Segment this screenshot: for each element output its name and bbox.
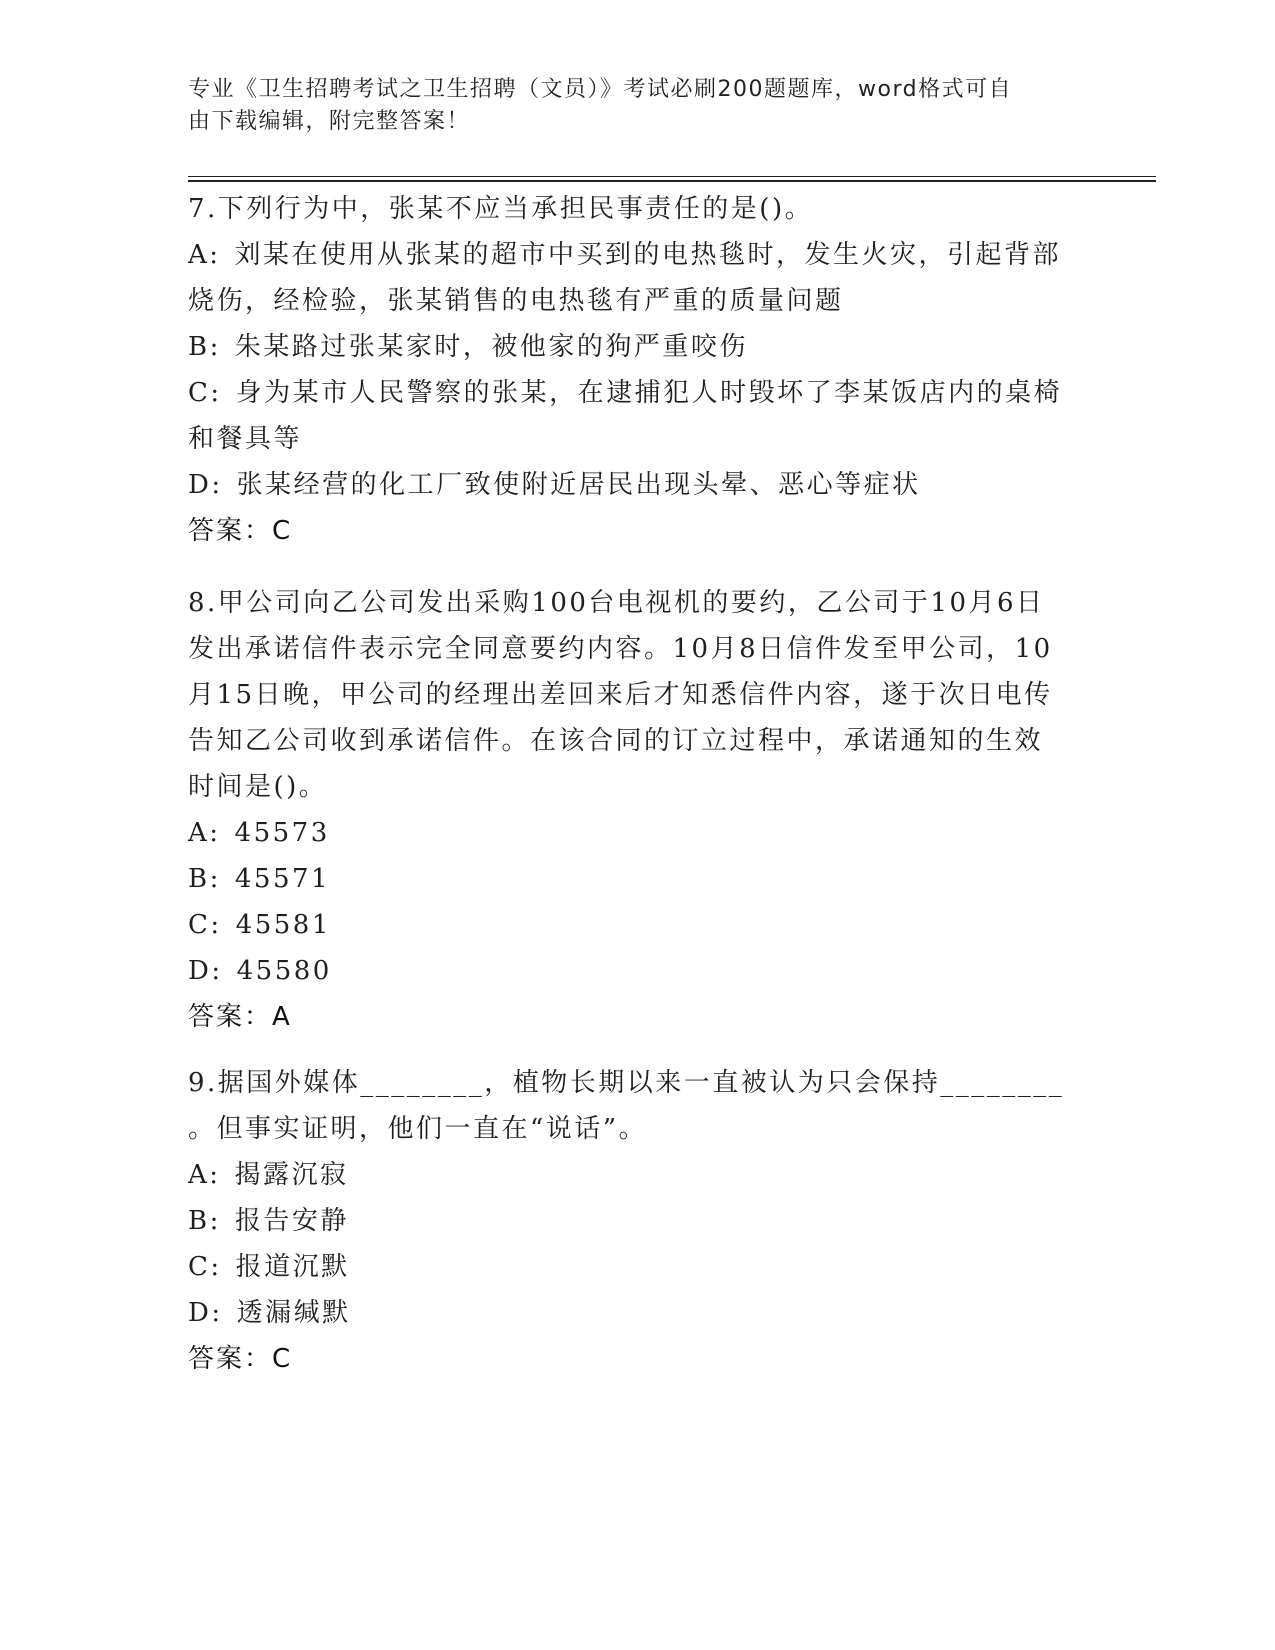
option-key: A: xyxy=(188,1160,221,1190)
answer-line: 答案：C xyxy=(188,516,293,546)
option-text: 报告安静 xyxy=(234,1206,349,1236)
option-a xyxy=(188,232,1088,278)
option-key: C: xyxy=(188,378,222,408)
question-stem-line: 。但事实证明，他们一直在“说话”。 xyxy=(188,1114,648,1144)
question-7 xyxy=(188,186,1088,554)
question-stem-line: 发出承诺信件表示完全同意要约内容。10月8日信件发至甲公司，10 xyxy=(188,634,1053,664)
option-text: 透漏缄默 xyxy=(236,1298,351,1328)
header-line-1: 专业《卫生招聘考试之卫生招聘（文员）》考试必刷200题题库，word格式可自 xyxy=(188,77,1013,102)
option-d xyxy=(188,948,1088,994)
option-key: B: xyxy=(188,864,221,894)
option-c-continued: 和餐具等 xyxy=(188,424,303,454)
question-stem: 7.下列行为中，张某不应当承担民事责任的是()。 xyxy=(188,194,814,224)
answer-line: 答案：C xyxy=(188,1344,293,1374)
option-text: 报道沉默 xyxy=(235,1252,350,1282)
option-text: 张某经营的化工厂致使附近居民出现头晕、恶心等症状 xyxy=(236,470,921,500)
question-8 xyxy=(188,580,1088,1040)
question-stem-line: 9.据国外媒体________，植物长期以来一直被认为只会保持________ xyxy=(188,1068,1065,1098)
option-key: D: xyxy=(188,1298,223,1328)
option-key: C: xyxy=(188,910,222,940)
option-a xyxy=(188,1152,1088,1198)
question-stem-line: 8.甲公司向乙公司发出采购100台电视机的要约，乙公司于10月6日 xyxy=(188,588,1045,618)
option-text: 45581 xyxy=(235,910,331,940)
option-a-continued: 烧伤，经检验，张某销售的电热毯有严重的质量问题 xyxy=(188,286,844,316)
question-stem-line: 月15日晚，甲公司的经理出差回来后才知悉信件内容，遂于次日电传 xyxy=(188,680,1053,710)
option-c xyxy=(188,1244,1088,1290)
question-stem-line: 告知乙公司收到承诺信件。在该合同的订立过程中，承诺通知的生效 xyxy=(188,726,1044,756)
option-text: 45571 xyxy=(234,864,331,894)
option-text: 45580 xyxy=(236,956,332,986)
answer-line: 答案：A xyxy=(188,1002,292,1032)
question-9 xyxy=(188,1060,1088,1382)
header-line-2: 由下载编辑，附完整答案！ xyxy=(188,109,471,134)
option-text: 揭露沉寂 xyxy=(234,1160,349,1190)
option-a xyxy=(188,810,1088,856)
option-key: B: xyxy=(188,1206,221,1236)
option-b xyxy=(188,324,1088,370)
option-b xyxy=(188,1198,1088,1244)
document-header xyxy=(188,74,1078,138)
option-key: D: xyxy=(188,956,223,986)
question-stem-line: 时间是()。 xyxy=(188,772,328,802)
option-key: C: xyxy=(188,1252,222,1282)
option-text: 刘某在使用从张某的超市中买到的电热毯时，发生火灾，引起背部 xyxy=(234,240,1062,270)
option-key: A: xyxy=(188,240,221,270)
option-text: 45573 xyxy=(234,818,330,848)
option-text: 朱某路过张某家时，被他家的狗严重咬伤 xyxy=(234,332,748,362)
option-key: A: xyxy=(188,818,221,848)
option-c xyxy=(188,902,1088,948)
header-divider-thick xyxy=(188,180,1156,182)
option-key: B: xyxy=(188,332,221,362)
option-d xyxy=(188,1290,1088,1336)
option-b xyxy=(188,856,1088,902)
option-d xyxy=(188,462,1088,508)
option-c xyxy=(188,370,1088,416)
header-divider-thin xyxy=(188,176,1156,177)
option-text: 身为某市人民警察的张某，在逮捕犯人时毁坏了李某饭店内的桌椅 xyxy=(235,378,1063,408)
option-key: D: xyxy=(188,470,223,500)
